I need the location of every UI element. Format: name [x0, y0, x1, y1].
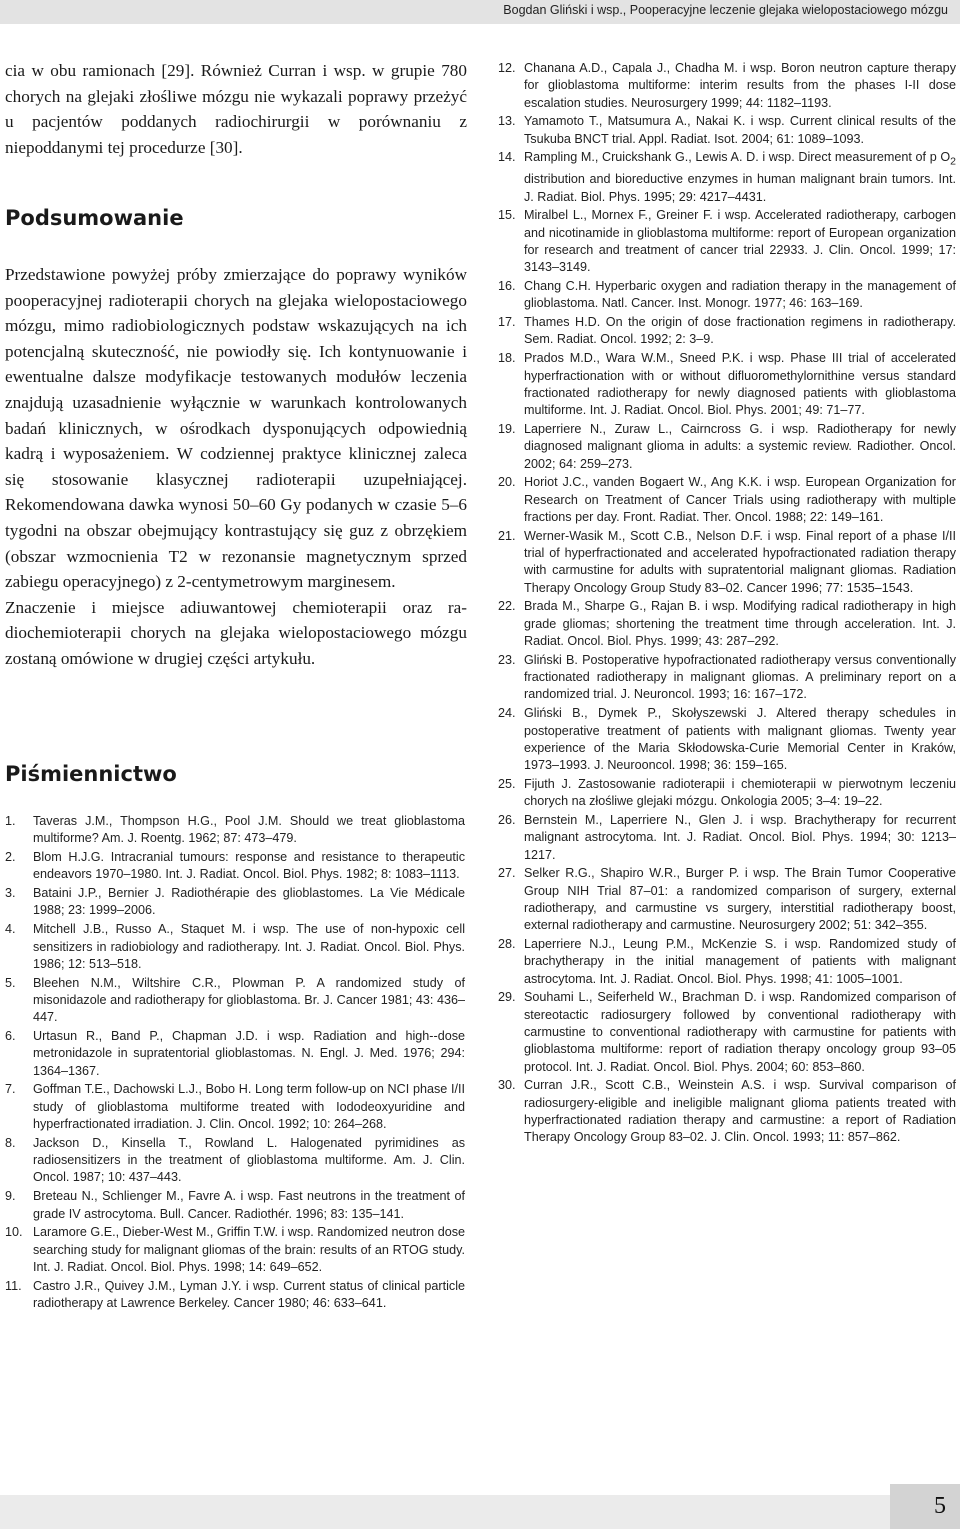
- reference-item: [498, 474, 956, 526]
- reference-number: 30.: [498, 1078, 516, 1093]
- reference-item: [498, 598, 956, 650]
- reference-item: [498, 705, 956, 774]
- reference-item: [5, 1188, 465, 1223]
- reference-text: Bleehen N.M., Wiltshire C.R., Plowman P. A randomized study of misonidazole and radiotherapy for glioblastoma. Br. J. Cancer 1981; 43: 436–447.: [33, 975, 465, 1025]
- reference-number: 28.: [498, 937, 516, 952]
- reference-text: Selker R.G., Shapiro W.R., Burger P. i wsp. The Brain Tumor Cooperative Group NIH Trial 87–01: a randomized comparison of surgery, external radiotherapy, and carmustine vs surgery, interstitial radiotherapy boost, external radiotherapy and carmustine. Neurosurgery 2002; 51: 342–355.: [524, 866, 956, 933]
- reference-text: Souhami L., Seiferheld W., Brachman D. i wsp. Randomized comparison of stereotactic radiosurgery followed by conventional radiotherapy with carmustine to conventional radiotherapy with carmustine for patients with glioblastoma multiforme: report of radiation therapy oncology group 93–05 protocol. Int. J. Radiat. Oncol. Biol. Phys. 2004; 60: 853–860.: [524, 990, 956, 1074]
- references-right-column: [498, 60, 956, 1148]
- reference-text: Laperriere N., Zuraw L., Cairncross G. i wsp. Radiotherapy for newly diagnosed malignant glioma in adults: a systemic review. Radiother. Oncol. 2002; 64: 259–273.: [524, 421, 956, 471]
- reference-number: 17.: [498, 315, 516, 330]
- references-left-column: [5, 813, 465, 1314]
- reference-number: 23.: [498, 652, 516, 667]
- reference-list-left: [5, 813, 465, 1312]
- subscript-two: 2: [950, 156, 956, 168]
- reference-item: [498, 1077, 956, 1146]
- running-header: [0, 0, 960, 24]
- reference-item: [5, 813, 465, 848]
- reference-number: 6.: [5, 1029, 16, 1044]
- reference-number: 12.: [498, 61, 516, 75]
- reference-number: 2.: [5, 850, 16, 865]
- reference-number: 14.: [498, 150, 516, 165]
- reference-text: Bataini J.P., Bernier J. Radiothérapie des glioblastomes. La Vie Médicale 1988; 23: 1999–2006.: [33, 886, 465, 918]
- reference-text: Urtasun R., Band P., Chapman J.D. i wsp. Radiation and high-​-dose metronidazole in supratentorial glioblastomas. N. Engl. J. Med. 1976; 294: 1364–1367.: [33, 1029, 465, 1078]
- reference-number: 3.: [5, 886, 16, 901]
- reference-number: 11.: [5, 1278, 22, 1293]
- reference-text: Yamamoto T., Matsumura A., Nakai K. i wsp. Current clinical results of the Tsukuba BNCT trial. Appl. Radiat. Isot. 2004; 61: 1089–1093.: [524, 114, 956, 146]
- reference-text: Breteau N., Schlienger M., Favre A. i wsp. Fast neutrons in the treatment of grade IV astrocytoma. Bull. Cancer. Radiothér. 1996; 83: 135–141.: [33, 1189, 465, 1221]
- reference-item: [498, 652, 956, 704]
- reference-number: 24.: [498, 706, 516, 721]
- reference-number: 22.: [498, 599, 516, 614]
- reference-item: [498, 776, 956, 811]
- reference-number: 29.: [498, 990, 516, 1005]
- reference-item: [498, 421, 956, 473]
- reference-text: Laperriere N.J., Leung P.M., McKenzie S. i wsp. Randomized study of brachytherapy in the initial management of patients with malignant astrocytoma. Int. J. Radiat. Oncol. Biol. Phys. 1998; 41: 1005–1001.: [524, 937, 956, 986]
- reference-text: Fijuth J. Zastosowanie radioterapii i chemioterapii w pierwotnym leczeniu chorych na złośliwe glejaki mózgu. Onkologia 2005; 3–4: 19–22.: [524, 776, 956, 809]
- reference-text: Bernstein M., Laperriere N., Glen J. i wsp. Brachytherapy for recurrent malignant astrocytoma. Int. J. Radiat. Oncol. Biol. Phys. 1994; 30: 1213–1217.: [524, 812, 956, 862]
- reference-text: Jackson D., Kinsella T., Rowland L. Halogenated pyrimidines as radiosensitizers in the treatment of glioblastoma multiforme. Am. J. Clin. Oncol. 1987; 10: 437–443.: [33, 1135, 465, 1185]
- references-heading: Piśmiennictwo: [5, 762, 177, 786]
- reference-text: Castro J.R., Quivey J.M., Lyman J.Y. i wsp. Current status of clinical particle radiotherapy at Lawrence Berkeley. Cancer 1980; 46: 633–641.: [33, 1278, 465, 1311]
- reference-item: [5, 1081, 465, 1133]
- reference-item: [5, 975, 465, 1027]
- reference-list-right: [498, 60, 956, 1147]
- reference-number: 4.: [5, 922, 16, 937]
- reference-text: Chanana A.D., Capala J., Chadha M. i wsp. Boron neutron capture therapy for glioblastoma multiforme: interim results from the phases I-II dose escalation studies. Neurosurgery 1999; 44: 1182–1193.: [524, 61, 956, 110]
- summary-heading: Podsumowanie: [5, 206, 184, 230]
- reference-text: Laramore G.E., Dieber-West M., Griffin T.W. i wsp. Randomized neutron dose searching study for malignant gliomas of the brain: results of an RTOG study. Int. J. Radiat. Oncol. Biol. Phys. 1998; 14: 649–652.: [33, 1225, 465, 1274]
- reference-text: Brada M., Sharpe G., Rajan B. i wsp. Modifying radical radiotherapy in high grade gliomas; shortening the treatment time through acceleration. Int. J. Radiat. Oncol. Biol. Phys. 1999; 43: 287–292.: [524, 599, 956, 649]
- reference-text: Taveras J.M., Thompson H.G., Pool J.M. Should we treat glioblastoma multiforme? Am. J. Roentg. 1962; 87: 473–479.: [33, 814, 465, 846]
- reference-number: 21.: [498, 528, 516, 543]
- reference-item: [498, 149, 956, 205]
- reference-item: [5, 885, 465, 920]
- reference-item: [5, 921, 465, 973]
- reference-item: [5, 1278, 465, 1313]
- reference-number: 13.: [498, 114, 516, 129]
- reference-text: Blom H.J.G. Intracranial tumours: response and resistance to therapeutic endeavors 1970–1980. Int. J. Radiat. Oncol. Biol. Phys. 1982; 8: 1083–1113.: [33, 850, 465, 882]
- reference-item: [498, 812, 956, 864]
- reference-text-part: Rampling M., Cruickshank G., Lewis A. D. i wsp. Direct measurement of p O: [524, 150, 951, 165]
- reference-item: [498, 113, 956, 148]
- reference-item: [498, 314, 956, 349]
- reference-item: [498, 207, 956, 276]
- reference-text: [524, 149, 956, 205]
- footer-band: [0, 1495, 960, 1529]
- summary-body: [5, 262, 467, 672]
- summary-paragraph-2: Znaczenie i miejsce adiuwantowej chemioterapii oraz radiochemioterapii chorych na glejaka wielopostaciowego mózgu zostaną omówione w drugiej części artykułu.: [5, 597, 467, 668]
- reference-item: [5, 1224, 465, 1276]
- page-number: 5: [934, 1493, 946, 1519]
- reference-number: 16.: [498, 279, 516, 294]
- reference-text: Gliński B., Dymek P., Skołyszewski J. Altered therapy schedules in postoperative treatment of patients with malignant gliomas. Twenty year experience of the Maria Skłodowska-Curie Memorial Center in Kraków, 1973–1993. J. Neurooncol. 1998; 36: 159–165.: [524, 706, 956, 773]
- reference-number: 5.: [5, 975, 16, 990]
- reference-text: Chang C.H. Hyperbaric oxygen and radiation therapy in the management of glioblastoma. Natl. Cancer. Inst. Monogr. 1977; 46: 163–169.: [524, 279, 956, 311]
- reference-item: [498, 60, 956, 112]
- reference-item: [5, 1028, 465, 1080]
- reference-item: [498, 989, 956, 1075]
- reference-number: 9.: [5, 1189, 16, 1204]
- reference-text: Gliński B. Postoperative hypofractionated radiotherapy versus conventionally fractionated radiotherapy in malignant gliomas. A preliminary report on a randomized trial. J. Neuroncol. 1993; 16: 167–172.: [524, 652, 956, 702]
- reference-text: Horiot J.C., vanden Bogaert W., Ang K.K. i wsp. European Organization for Research on Treatment of Cancer Trials using radiotherapy with multiple fractions per day. Front. Radiat. Ther. Oncol. 1988; 22: 149–161.: [524, 475, 956, 524]
- reference-item: [5, 1135, 465, 1187]
- page-number-box: [890, 1484, 960, 1529]
- reference-number: 27.: [498, 866, 516, 881]
- reference-item: [498, 936, 956, 988]
- summary-paragraph-1: Przedstawione powyżej próby zmierzające do poprawy wyników pooperacyjnej radioterapii chorych na glejaka wielopostaciowego mózgu, mimo radiobiologicznych podstaw wskazujących na ich potencjalną skuteczność, nie powiodły się. Ich kontynuowanie i ewentualne dalsze modyfikacje testowanych modułów leczenia znajdują uzasadnienie wyłącznie w warunkach kontrolowanych badań klinicznych, w ośrodkach dysponujących odpowiednią kadrą i wyposażeniem. W codziennej praktyce klinicznej zaleca się stosowanie klasycznej radioterapii uzupełniającej. Rekomendowana dawka wynosi 50–60 Gy podanych w czasie 5–6 tygodni na obszar obejmujący kontrastujący się guz z obrzękiem (obszar wzmocnienia T2 w rezonansie magnetycznym sprzed zabiegu operacyjnego) z 2-centymetrowym marginesem.: [5, 265, 467, 592]
- reference-item: [498, 528, 956, 597]
- reference-number: 26.: [498, 812, 516, 827]
- reference-number: 8.: [5, 1135, 16, 1150]
- reference-number: 19.: [498, 421, 516, 436]
- reference-item: [5, 849, 465, 884]
- reference-number: 1.: [5, 814, 16, 828]
- reference-number: 7.: [5, 1082, 16, 1097]
- reference-text: Thames H.D. On the origin of dose fractionation regimens in radiotherapy. Sem. Radiat. Oncol. 1992; 2: 3–9.: [524, 315, 956, 347]
- reference-text: Miralbel L., Mornex F., Greiner F. i wsp. Accelerated radiotherapy, carbogen and nicotinamide in glioblastoma multiforme: report of European organization for research and treatment of cancer trial 22933. J. Clin. Oncol. 1999; 17: 3143–3149.: [524, 208, 956, 275]
- reference-number: 25.: [498, 776, 516, 791]
- running-title: Bogdan Gliński i wsp., Pooperacyjne leczenie glejaka wielopostaciowego mózgu: [503, 3, 948, 17]
- left-column: [5, 58, 467, 160]
- reference-text: Curran J.R., Scott C.B., Weinstein A.S. i wsp. Survival comparison of radiosurgery-eligible and ineligible malignant glioma patients treated with hyperfractionated radiation therapy and carmustine: a report of Radiation Therapy Oncology Group 83–02. J. Clin. Oncol. 1993; 11: 857–862.: [524, 1078, 956, 1145]
- reference-number: 10.: [5, 1225, 23, 1240]
- reference-text-part: distribution and bioreductive enzymes in human malignant brain tumors. Int. J. Radiat. Biol. Phys. 1995; 29: 4217–4431.: [524, 172, 956, 204]
- reference-number: 20.: [498, 475, 516, 490]
- reference-text: Mitchell J.B., Russo A., Staquet M. i wsp. The use of non-hypoxic cell sensitizers in radiobiology and radiotherapy. Int. J. Radiat. Oncol. Biol. Phys. 1986; 12: 513–518.: [33, 922, 465, 971]
- reference-item: [498, 278, 956, 313]
- reference-item: [498, 350, 956, 419]
- reference-number: 15.: [498, 208, 516, 223]
- intro-paragraph: cia w obu ramionach [29]. Również Curran i wsp. w grupie 780 chorych na glejaki złośliwe mózgu nie wykazali poprawy przeżyć u pacjentów poddanych radiochirurgii w porównaniu z niepoddanymi tej procedurze [30].: [5, 61, 467, 157]
- reference-item: [498, 865, 956, 934]
- reference-text: Goffman T.E., Dachowski L.J., Bobo H. Long term follow-up on NCI phase I/II study of glioblastoma multiforme treated with Iododeoxyuridine and hyperfractionated irradiation. J. Clin. Oncol. 1992; 10: 264–268.: [33, 1082, 465, 1132]
- reference-text: Werner-Wasik M., Scott C.B., Nelson D.F. i wsp. Final report of a phase I/II trial of hyperfractionated and accelerated hypofractionated radiation therapy with carmustine for adults with supratentorial malignant gliomas. Radiation Therapy Oncology Group Study 83–02. Cancer 1996; 77: 1535–1543.: [524, 528, 956, 595]
- reference-number: 18.: [498, 351, 516, 366]
- reference-text: Prados M.D., Wara W.M., Sneed P.K. i wsp. Phase III trial of accelerated hyperfractionation with or without difluoromethylornithine versus standard fractionated radiotherapy for newly diagnosed patients with glioblastoma multiforme. Int. J. Radiat. Oncol. Biol. Phys. 2001; 49: 71–77.: [524, 351, 956, 418]
